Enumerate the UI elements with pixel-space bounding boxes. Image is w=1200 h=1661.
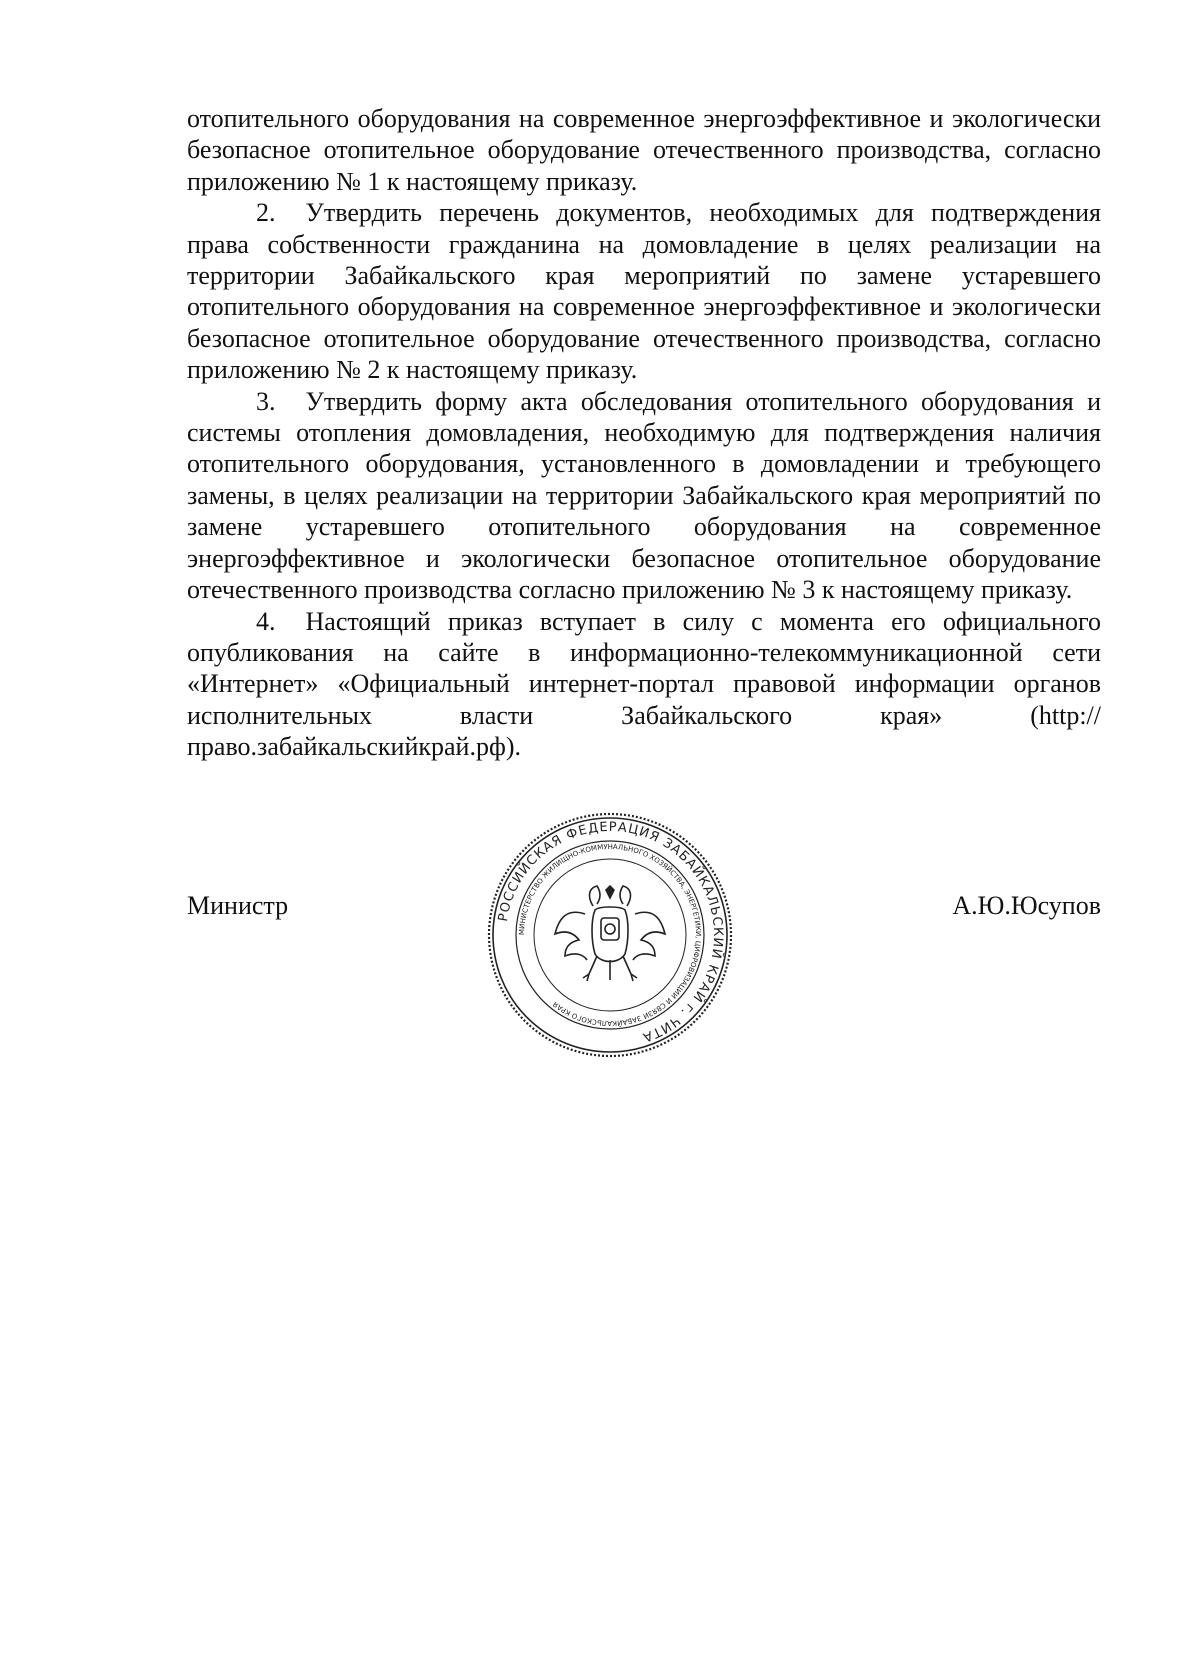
signatory-name: А.Ю.Юсупов xyxy=(952,891,1101,920)
item-number: 3. xyxy=(256,386,276,416)
paragraph-continuation: отопительного оборудования на современное энергоэффективное и экологически безопасное отопительное оборудование отечественного производства, согласно приложению № 1 к настоящему приказу. xyxy=(187,104,1101,196)
eagle-emblem-icon xyxy=(555,886,665,981)
paragraph-item-2 xyxy=(187,197,1101,385)
svg-text:МИНИСТЕРСТВО ЖИЛИЩНО-КОММУНАЛЬ xyxy=(518,843,702,1028)
item-text: Утвердить форму акта обследования отопительного оборудования и системы отопления домовладения, необходимую для подтверждения наличия отопительного оборудования, установленного в домовладении и требующего замены, в целях реализации на территории Забайкальского края мероприятий по замене устаревшего отопительного оборудования на современное энергоэффективное и экологически безопасное отопительное оборудование отечественного производства согласно приложению № 3 к настоящему приказу. xyxy=(187,386,1101,605)
item-text: Настоящий приказ вступает в силу с момента его официального опубликования на сайте в информационно-телекоммуникационной сети «Интернет» «Официальный интернет-портал правовой информации органов исполнительных власти Забайкальского края» (http://право.забайкальскийкрай.рф). xyxy=(187,606,1101,762)
paragraph-item-4 xyxy=(187,606,1101,763)
item-number: 4. xyxy=(256,606,276,636)
paragraph-item-3 xyxy=(187,386,1101,606)
order-text xyxy=(187,103,1101,763)
item-text: Утвердить перечень документов, необходимых для подтверждения права собственности гражданина на домовладение в целях реализации на территории Забайкальского края мероприятий по замене устаревшего отопительного оборудования на современное энергоэффективное и экологически безопасное отопительное оборудование отечественного производства, согласно приложению № 2 к настоящему приказу. xyxy=(187,198,1101,385)
item-number: 2. xyxy=(256,198,276,228)
signatory-position: Министр xyxy=(187,891,289,920)
official-seal-icon xyxy=(485,810,735,1060)
seal-inner-text: МИНИСТЕРСТВО ЖИЛИЩНО-КОММУНАЛЬНОГО ХОЗЯЙСТВА, ЭНЕРГЕТИКИ, ЦИФРОВИЗАЦИИ И СВЯЗИ ЗАБАЙКАЛЬСКОГО КРАЯ xyxy=(517,842,703,1028)
seal-outer-text: РОССИЙСКАЯ ФЕДЕРАЦИЯ ЗАБАЙКАЛЬСКИЙ КРАЙ г. ЧИТА xyxy=(495,819,726,1045)
